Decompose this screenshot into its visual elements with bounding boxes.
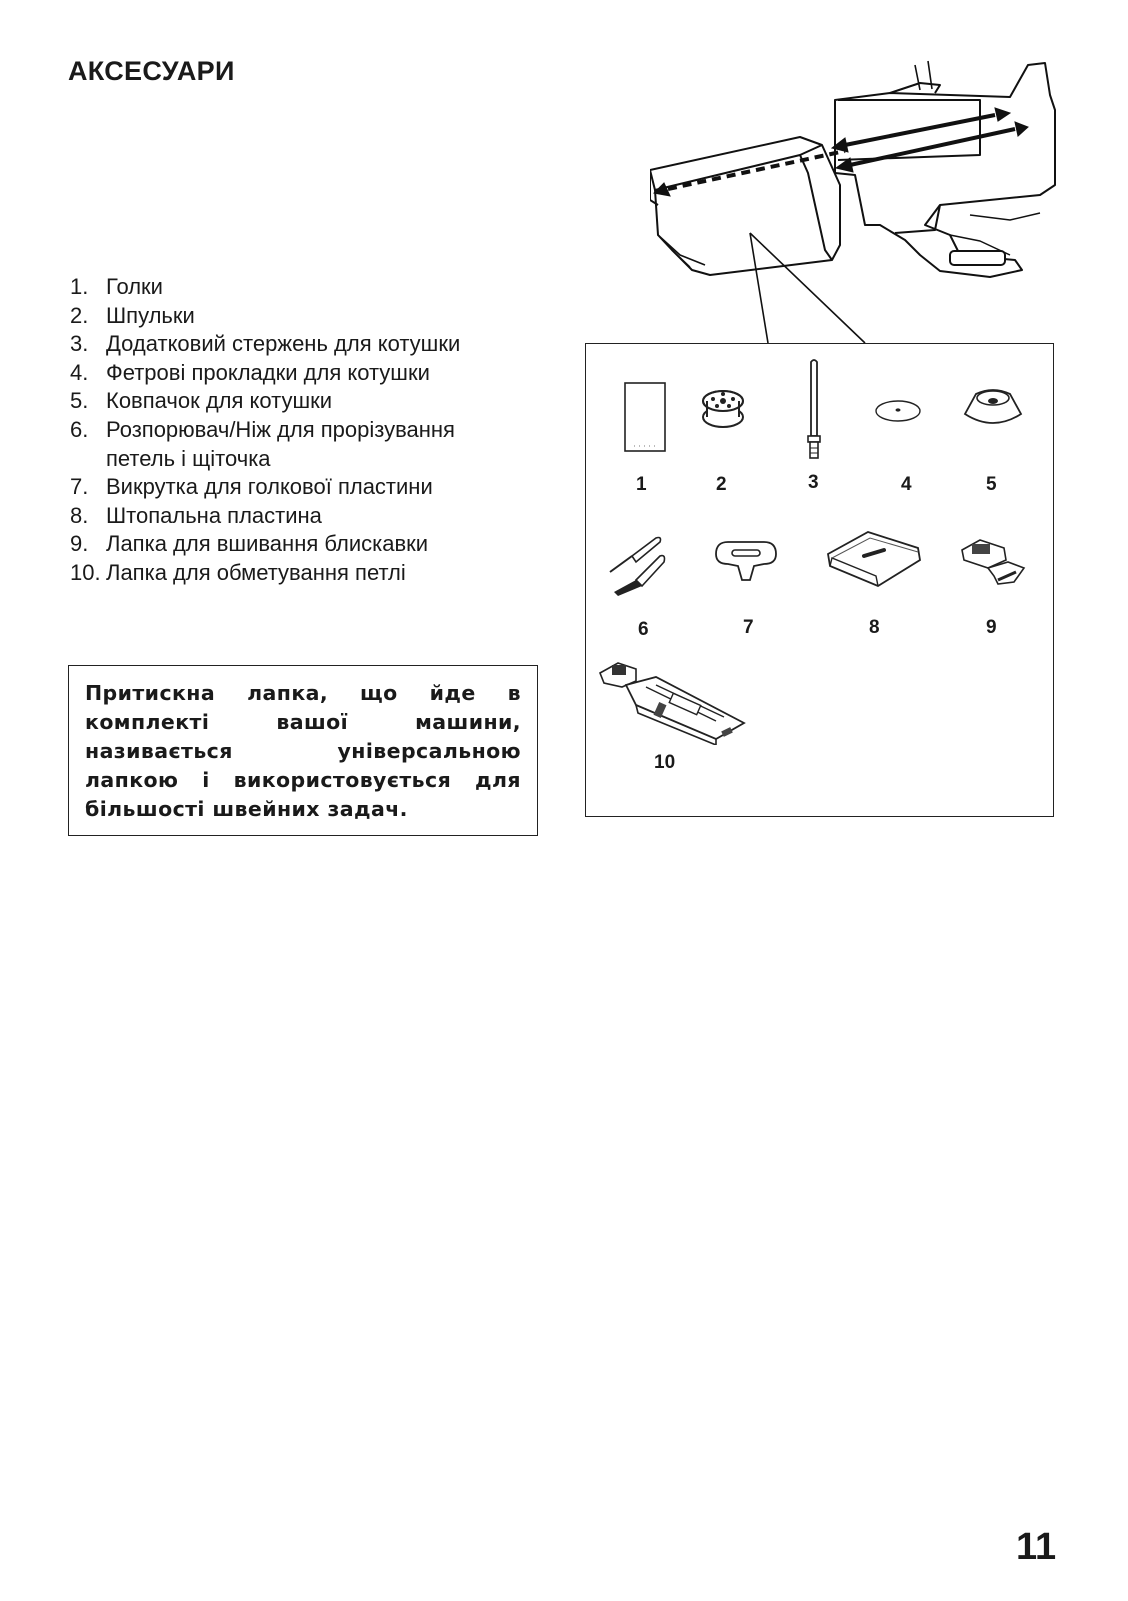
item-label: Ковпачок для котушки (106, 388, 333, 414)
item-label: Фетрові прокладки для котушки (106, 359, 430, 385)
list-item (70, 387, 526, 416)
list-item (70, 273, 526, 302)
screwdriver-icon (714, 540, 778, 584)
item-label: Додатковий стержень для котушки (106, 331, 461, 357)
figure-label-4: 4 (901, 474, 912, 495)
figure-label-7: 7 (743, 617, 754, 638)
seam-ripper-icon (606, 534, 672, 596)
spool-cap-icon (962, 384, 1024, 430)
item-number: 8. (70, 502, 89, 528)
item-label: Шпульки (106, 302, 195, 328)
sewing-machine-illustration (650, 55, 1070, 347)
note-box (68, 665, 538, 836)
list-item (70, 359, 526, 388)
accessories-figure (585, 343, 1054, 817)
figure-label-5: 5 (986, 474, 997, 495)
item-label: Штопальна пластина (106, 502, 322, 528)
zipper-foot-icon (958, 534, 1028, 590)
item-number: 5. (70, 388, 89, 414)
note-text: Притискна лапка, що йде в комплекті вашої машини, називається універсальною лапкою і використовується для більшості швейних задач. (85, 681, 521, 821)
item-label: Викрутка для голкової пластини (106, 474, 433, 500)
list-item (70, 416, 526, 473)
item-label: Голки (106, 274, 163, 299)
list-item (70, 330, 526, 359)
item-label: Лапка для вшивання блискавки (106, 531, 429, 557)
figure-label-2: 2 (716, 474, 727, 495)
item-number: 9. (70, 531, 89, 557)
spool-pin-icon (804, 358, 824, 462)
figure-label-3: 3 (808, 472, 819, 493)
needle-pack-icon (624, 382, 666, 452)
darning-plate-icon (824, 530, 922, 588)
bobbin-icon (701, 389, 745, 429)
page-title: АКСЕСУАРИ (68, 56, 235, 86)
item-number: 4. (70, 359, 89, 385)
item-number: 3. (70, 331, 89, 357)
item-number: 7. (70, 474, 89, 500)
item-label: Лапка для обметування петлі (106, 559, 406, 585)
figure-label-9: 9 (986, 617, 997, 638)
figure-label-1: 1 (636, 474, 647, 495)
figure-label-6: 6 (638, 619, 649, 640)
item-number: 6. (70, 416, 89, 442)
figure-label-8: 8 (869, 617, 880, 638)
item-label: Розпорювач/Ніж для прорізування петель і щіточка (106, 416, 455, 471)
figure-label-10: 10 (654, 752, 676, 773)
item-number: 1. (70, 274, 89, 299)
list-item (70, 530, 526, 559)
list-item (70, 473, 526, 502)
accessory-list (70, 273, 526, 588)
buttonhole-foot-icon (596, 659, 746, 745)
list-item (70, 502, 526, 531)
felt-pad-icon (874, 399, 922, 423)
list-item (70, 302, 526, 331)
page-number: 11 (1016, 1526, 1057, 1568)
item-number: 10. (70, 559, 101, 585)
list-item (70, 559, 526, 588)
item-number: 2. (70, 302, 89, 328)
